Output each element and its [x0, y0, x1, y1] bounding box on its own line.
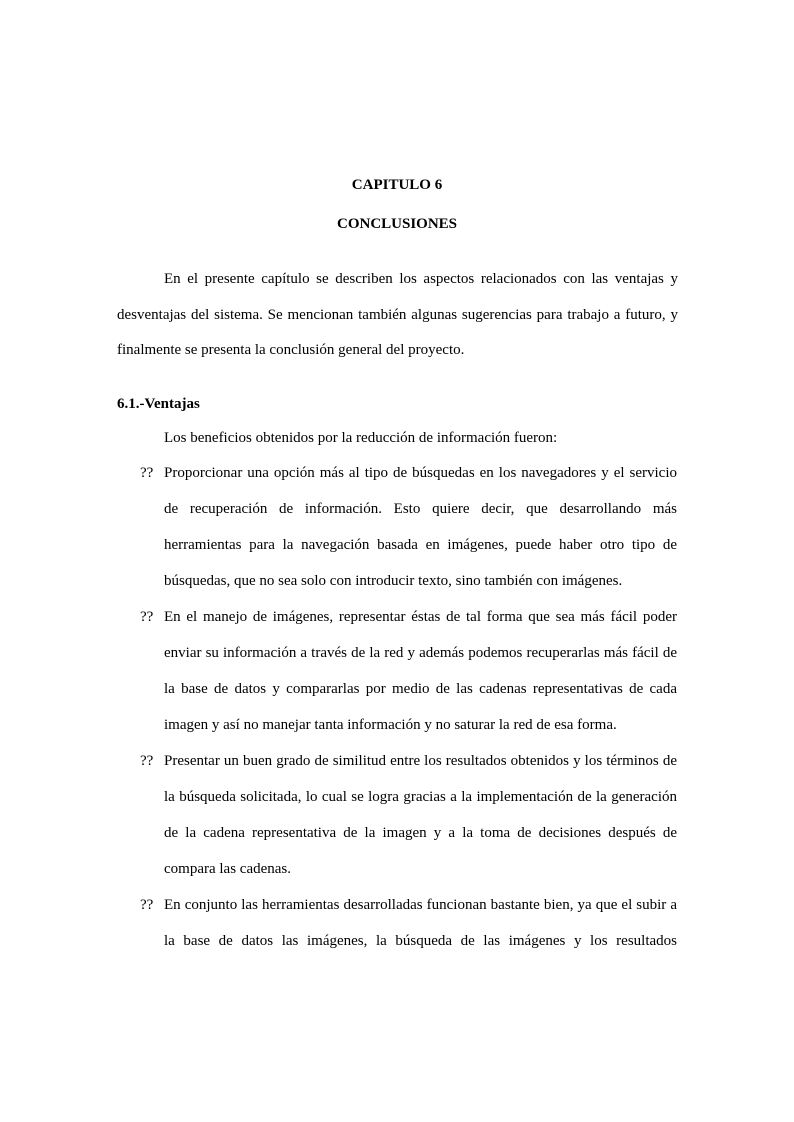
- bullet-marker: ??: [140, 753, 154, 769]
- list-item-text: En el manejo de imágenes, representar éstas de tal forma que sea más fácil poder enviar su información a través de la red y además podemos recuperarlas más fácil de la base de datos y compararlas por medio de las cadenas representativas de cada imagen y así no manejar tanta información y no saturar la red de esa forma.: [164, 609, 677, 733]
- list-item-text: En conjunto las herramientas desarrolladas funcionan bastante bien, ya que el subir a la base de datos las imágenes, la búsqueda de las imágenes y los resultados: [164, 897, 677, 949]
- list-item: [140, 887, 677, 959]
- chapter-title: CONCLUSIONES: [336, 216, 458, 232]
- list-item: [140, 455, 677, 599]
- list-item: [140, 743, 677, 887]
- list-item-text: Proporcionar una opción más al tipo de búsquedas en los navegadores y el servicio de recuperación de información. Esto quiere decir, que desarrollando más herramientas para la navegación basada en imágenes, puede haber otro tipo de búsquedas, que no sea solo con introducir texto, sino también con imágenes.: [164, 465, 677, 589]
- section-lead: Los beneficios obtenidos por la reducción de información fueron:: [164, 430, 558, 446]
- chapter-number: CAPITULO 6: [351, 177, 443, 193]
- bullet-marker: ??: [140, 897, 154, 913]
- bullet-marker: ??: [140, 465, 154, 481]
- bullet-marker: ??: [140, 609, 154, 625]
- section-title: 6.1.-Ventajas: [117, 396, 200, 412]
- intro-paragraph: En el presente capítulo se describen los aspectos relacionados con las ventajas y desventajas del sistema. Se mencionan también algunas sugerencias para trabajo a futuro, y finalmente se presenta la conclusión general del proyecto.: [117, 271, 678, 358]
- list-item: [140, 599, 677, 743]
- list-item-text: Presentar un buen grado de similitud entre los resultados obtenidos y los términos de la búsqueda solicitada, lo cual se logra gracias a la implementación de la generación de la cadena representativa de la imagen y a la toma de decisiones después de compara las cadenas.: [164, 753, 677, 877]
